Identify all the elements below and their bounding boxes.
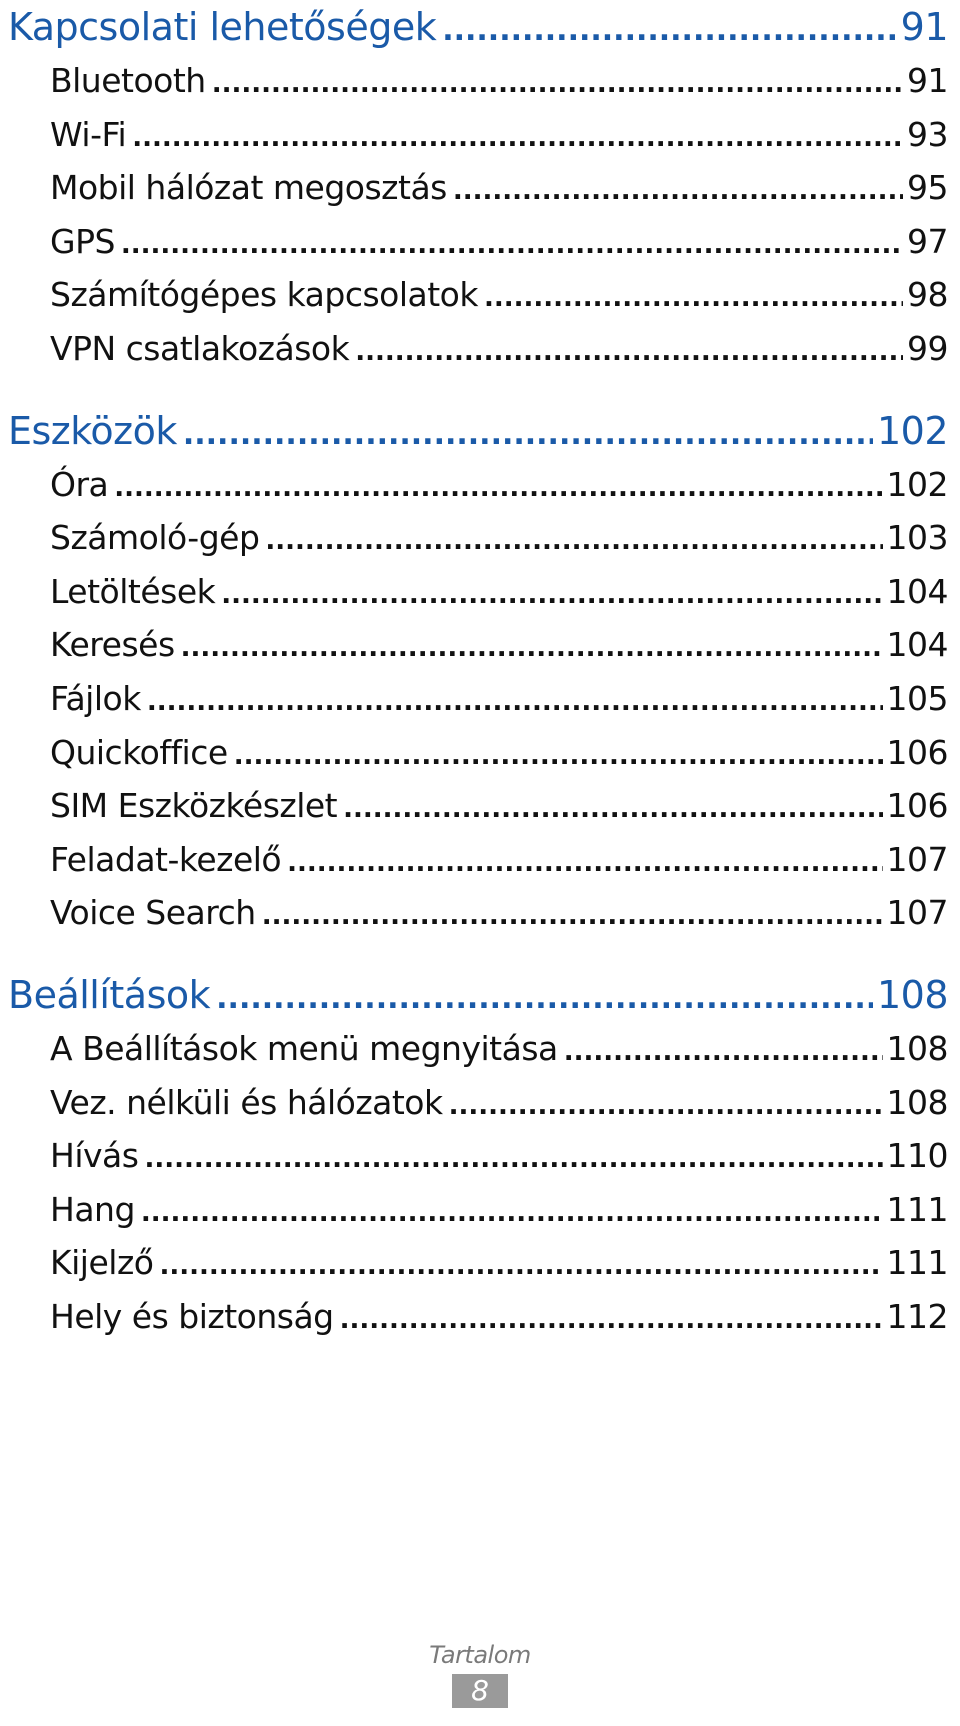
toc-entry-title: Óra [50, 464, 109, 504]
toc-entry[interactable] [0, 1236, 960, 1290]
dot-leader [114, 462, 882, 516]
toc-entry-title: Kijelző [50, 1243, 154, 1283]
toc-entry[interactable] [0, 886, 960, 940]
toc-entry[interactable] [0, 54, 960, 108]
toc-heading-title: Kapcsolati lehetőségek [8, 5, 437, 49]
toc-entry-page: 91 [907, 61, 948, 100]
dot-leader [343, 783, 882, 837]
footer-section-label: Tartalom [429, 1641, 531, 1669]
dot-leader [449, 1080, 883, 1134]
toc-entry[interactable] [0, 268, 960, 322]
dot-leader [340, 1294, 883, 1348]
toc-entry-title: Feladat-kezelő [50, 839, 282, 879]
toc-entry-title: Mobil hálózat megosztás [50, 168, 447, 208]
toc-entry-title: Wi-Fi [50, 114, 127, 154]
toc-entry[interactable] [0, 1129, 960, 1183]
dot-leader [564, 1026, 883, 1080]
toc-entry-page: 99 [907, 328, 948, 368]
dot-leader [234, 730, 883, 784]
toc-section-settings [0, 968, 960, 1344]
toc-entry-page: 108 [886, 1082, 948, 1122]
toc-entry-title: Voice Search [50, 893, 256, 933]
dot-leader [262, 890, 883, 944]
dot-leader [121, 219, 903, 273]
dot-leader [212, 58, 903, 112]
toc-entry-page: 103 [886, 518, 948, 558]
dot-leader [132, 112, 903, 166]
toc-entry-title: VPN csatlakozások [50, 328, 350, 368]
toc-entry-title: Hang [50, 1189, 135, 1229]
dot-leader [355, 326, 903, 380]
toc-entry-page: 106 [886, 732, 948, 772]
dot-leader [453, 165, 903, 219]
toc-entry[interactable] [0, 1076, 960, 1130]
dot-leader [183, 408, 873, 462]
toc-entry-page: 104 [886, 571, 948, 611]
toc-heading[interactable] [0, 404, 960, 458]
page-footer [0, 1640, 960, 1708]
toc-entry-page: 104 [886, 625, 948, 665]
toc-entry-title: Hívás [50, 1136, 139, 1176]
dot-leader [144, 1133, 882, 1187]
toc-heading-page: 102 [876, 408, 948, 453]
toc-entry-title: SIM Eszközkészlet [50, 786, 338, 826]
dot-leader [141, 1187, 883, 1241]
toc-entry-title: Quickoffice [50, 732, 228, 772]
toc-entry-page: 93 [907, 114, 948, 154]
toc-entry-title: Letöltések [50, 571, 216, 611]
toc-entry[interactable] [0, 215, 960, 269]
toc-entry[interactable] [0, 779, 960, 833]
toc-entry-page: 111 [886, 1243, 948, 1283]
toc-entry-title: Bluetooth [50, 61, 206, 100]
toc-heading-page: 108 [876, 972, 948, 1017]
toc-entry-page: 112 [886, 1296, 948, 1336]
toc-entry[interactable] [0, 672, 960, 726]
toc-entry-title: Hely és biztonság [50, 1296, 334, 1336]
toc-section-tools [0, 404, 960, 940]
toc-entry[interactable] [0, 833, 960, 887]
toc-entry-page: 98 [907, 275, 948, 315]
dot-leader [287, 837, 882, 891]
toc-heading-page: 91 [900, 5, 948, 49]
toc-entry[interactable] [0, 565, 960, 619]
toc-entry[interactable] [0, 108, 960, 162]
toc-heading-title: Beállítások [8, 972, 211, 1017]
toc-entry[interactable] [0, 1022, 960, 1076]
toc-entry[interactable] [0, 161, 960, 215]
toc-entry-page: 95 [907, 168, 948, 208]
toc-entry-page: 107 [886, 839, 948, 879]
toc-entry-title: Számítógépes kapcsolatok [50, 275, 478, 315]
toc-entry-title: Fájlok [50, 678, 141, 718]
toc-entry-title: Keresés [50, 625, 175, 665]
toc-entry-page: 107 [886, 893, 948, 933]
dot-leader [484, 272, 903, 326]
section-spacer [0, 940, 960, 968]
toc-entry[interactable] [0, 458, 960, 512]
toc-entry[interactable] [0, 1290, 960, 1344]
dot-leader [147, 676, 883, 730]
toc-entry-page: 111 [886, 1189, 948, 1229]
toc-section-connectivity [0, 0, 960, 376]
toc-entry[interactable] [0, 726, 960, 780]
dot-leader [221, 569, 882, 623]
toc-entry[interactable] [0, 618, 960, 672]
dot-leader [216, 972, 873, 1026]
toc-entry-title: A Beállítások menü megnyitása [50, 1028, 558, 1068]
toc-entry-page: 110 [886, 1136, 948, 1176]
toc-entry-page: 106 [886, 786, 948, 826]
toc-entry-page: 108 [886, 1028, 948, 1068]
dot-leader [265, 515, 882, 569]
toc-entry-page: 105 [886, 678, 948, 718]
page-number: 8 [452, 1674, 508, 1708]
toc-heading[interactable] [0, 968, 960, 1022]
dot-leader [442, 4, 896, 58]
toc-entry[interactable] [0, 511, 960, 565]
toc-entry[interactable] [0, 322, 960, 376]
toc-entry-title: Vez. nélküli és hálózatok [50, 1082, 443, 1122]
toc-heading-title: Eszközök [8, 408, 177, 453]
section-spacer [0, 376, 960, 404]
toc-entry-title: GPS [50, 221, 115, 261]
toc-entry[interactable] [0, 1183, 960, 1237]
dot-leader [159, 1240, 882, 1294]
toc-entry-title: Számoló-gép [50, 518, 260, 558]
toc-entry-page: 97 [907, 221, 948, 261]
dot-leader [181, 622, 883, 676]
toc-heading[interactable] [0, 0, 960, 54]
toc-entry-page: 102 [886, 464, 948, 504]
